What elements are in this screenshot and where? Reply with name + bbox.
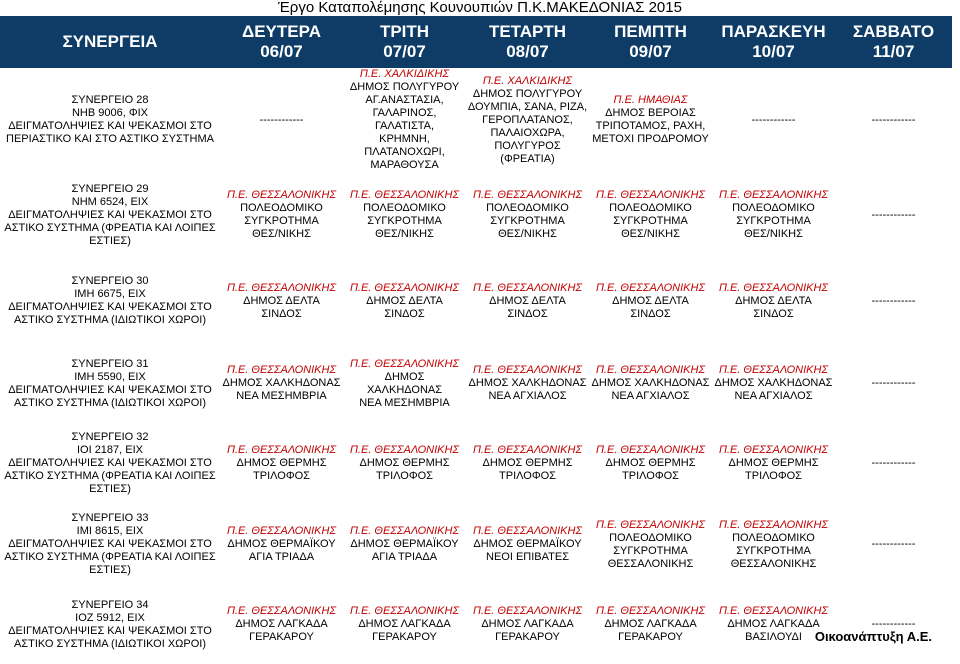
location-line: ΔΗΜΟΣ ΧΑΛΚΗΔΟΝΑΣ xyxy=(468,377,587,389)
crew-detail: ΔΕΙΓΜΑΤΟΛΗΨΙΕΣ ΚΑΙ ΨΕΚΑΣΜΟΙ ΣΤΟ xyxy=(8,624,212,637)
schedule-cell xyxy=(712,504,835,585)
regional-unit: Π.Ε. ΘΕΣΣΑΛΟΝΙΚΗΣ xyxy=(349,357,460,370)
regional-unit: Π.Ε. ΘΕΣΣΑΛΟΝΙΚΗΣ xyxy=(718,518,829,531)
location-line: ΠΟΛΥΓΥΡΟΣ (ΦΡΕΑΤΙΑ) xyxy=(494,139,561,165)
regional-unit: Π.Ε. ΘΕΣΣΑΛΟΝΙΚΗΣ xyxy=(718,364,829,376)
location-line: ΤΡΙΛΟΦΟΣ xyxy=(499,470,556,482)
schedule-cell xyxy=(343,344,466,423)
location-line: ΝΕΑ ΑΓΧΙΑΛΟΣ xyxy=(611,390,690,402)
schedule-cell xyxy=(835,344,952,423)
regional-unit: Π.Ε. ΘΕΣΣΑΛΟΝΙΚΗΣ xyxy=(595,189,706,201)
regional-unit: Π.Ε. ΘΕΣΣΑΛΟΝΙΚΗΣ xyxy=(718,444,829,456)
location-line: ΤΡΙΛΟΦΟΣ xyxy=(376,470,433,482)
crew-name: ΣΥΝΕΡΓΕΙΟ 34 xyxy=(71,598,149,611)
location-line: ΣΙΝΔΟΣ xyxy=(384,307,425,320)
regional-unit: Π.Ε. ΘΕΣΣΑΛΟΝΙΚΗΣ xyxy=(595,518,706,531)
location-line: ΔΗΜΟΣ ΛΑΓΚΑΔΑ xyxy=(358,618,451,630)
location-line: ΠΛΑΤΑΝΟΧΩΡΙ, xyxy=(364,146,445,158)
day-header xyxy=(466,16,589,68)
crew-name: ΣΥΝΕΡΓΕΙΟ 30 xyxy=(71,275,149,287)
regional-unit: Π.Ε. ΘΕΣΣΑΛΟΝΙΚΗΣ xyxy=(226,281,337,294)
location-line: ΣΥΓΚΡΟΤΗΜΑ xyxy=(613,215,688,227)
location-line: ΔΗΜΟΣ ΒΕΡΟΙΑΣ xyxy=(605,107,696,119)
location-line: ΔΗΜΟΣ ΧΑΛΚΗΔΟΝΑΣ xyxy=(714,377,833,389)
crew-detail: ΙΜΗ 6675, ΕΙΧ xyxy=(74,288,146,300)
crew-row xyxy=(0,504,952,585)
schedule-cell xyxy=(589,585,712,664)
regional-unit: Π.Ε. ΘΕΣΣΑΛΟΝΙΚΗΣ xyxy=(349,525,460,537)
crew-detail: ΙΟΙ 2187, ΕΙΧ xyxy=(76,444,144,456)
schedule-cell xyxy=(220,172,343,258)
regional-unit: Π.Ε. ΘΕΣΣΑΛΟΝΙΚΗΣ xyxy=(472,444,583,456)
day-name: ΤΕΤΑΡΤΗ xyxy=(488,22,567,41)
schedule-cell xyxy=(343,423,466,504)
crew-detail: ΑΣΤΙΚΟ ΣΥΣΤΗΜΑ (ΦΡΕΑΤΙΑ ΚΑΙ ΛΟΙΠΕΣ xyxy=(4,221,216,234)
crew-detail: ΠΕΡΙΑΣΤΙΚΟ ΚΑΙ ΣΤΟ ΑΣΤΙΚΟ ΣΥΣΤΗΜΑ xyxy=(6,133,214,145)
no-assignment: ------------ xyxy=(871,457,916,469)
day-name: ΤΡΙΤΗ xyxy=(379,22,430,41)
location-line: ΣΥΓΚΡΟΤΗΜΑ xyxy=(490,215,565,227)
crew-detail: ΑΣΤΙΚΟ ΣΥΣΤΗΜΑ (ΙΔΙΩΤΙΚΟΙ ΧΩΡΟΙ) xyxy=(13,637,207,650)
location-line: ΠΟΛΕΟΔΟΜΙΚΟ xyxy=(486,202,569,214)
day-name: ΠΑΡΑΣΚΕΥΗ xyxy=(721,22,826,41)
location-line: ΜΕΤΟΧΙ ΠΡΟΔΡΟΜΟΥ xyxy=(592,133,709,145)
crew-detail: ΙΟΖ 5912, ΕΙΧ xyxy=(75,611,145,624)
crew-name: ΣΥΝΕΡΓΕΙΟ 29 xyxy=(71,182,149,195)
location-line: ΣΥΓΚΡΟΤΗΜΑ xyxy=(736,215,811,227)
schedule-cell xyxy=(835,504,952,585)
location-line: ΘΕΣΣΑΛΟΝΙΚΗΣ xyxy=(607,557,694,570)
regional-unit: Π.Ε. ΘΕΣΣΑΛΟΝΙΚΗΣ xyxy=(718,281,829,294)
regional-unit: Π.Ε. ΘΕΣΣΑΛΟΝΙΚΗΣ xyxy=(226,364,337,376)
crew-row xyxy=(0,258,952,344)
crew-detail: ΔΕΙΓΜΑΤΟΛΗΨΙΕΣ ΚΑΙ ΨΕΚΑΣΜΟΙ ΣΤΟ xyxy=(8,538,212,550)
crew-detail: ΕΣΤΙΕΣ) xyxy=(89,564,131,576)
location-line: ΓΕΡΑΚΑΡΟΥ xyxy=(495,631,560,643)
location-line: ΘΕΣ/ΝΙΚΗΣ xyxy=(744,228,803,240)
location-line: ΔΗΜΟΣ ΘΕΡΜΑΪΚΟΥ xyxy=(473,538,582,550)
regional-unit: Π.Ε. ΘΕΣΣΑΛΟΝΙΚΗΣ xyxy=(595,605,706,617)
schedule-cell xyxy=(466,585,589,664)
schedule-cell xyxy=(835,172,952,258)
location-line: ΠΑΛΑΙΟΧΩΡΑ, xyxy=(490,126,565,139)
crew-detail: ΝΗΜ 6524, ΕΙΧ xyxy=(71,195,149,208)
schedule-cell xyxy=(589,423,712,504)
location-line: ΔΗΜΟΣ ΘΕΡΜΗΣ xyxy=(605,457,696,469)
schedule-cell xyxy=(712,172,835,258)
schedule-cell xyxy=(343,68,466,172)
no-assignment: ------------ xyxy=(871,294,916,307)
location-line: ΘΕΣ/ΝΙΚΗΣ xyxy=(498,228,557,240)
day-header xyxy=(835,16,952,68)
day-header xyxy=(220,16,343,68)
crew-detail: ΔΕΙΓΜΑΤΟΛΗΨΙΕΣ ΚΑΙ ΨΕΚΑΣΜΟΙ ΣΤΟ xyxy=(8,383,212,396)
no-assignment: ------------ xyxy=(871,113,916,126)
crew-row xyxy=(0,344,952,423)
crew-cell xyxy=(0,172,220,258)
location-line: ΜΑΡΑΘΟΥΣΑ xyxy=(370,159,439,171)
location-line: ΠΟΛΕΟΔΟΜΙΚΟ xyxy=(732,202,815,214)
crew-detail: ΑΣΤΙΚΟ ΣΥΣΤΗΜΑ (ΙΔΙΩΤΙΚΟΙ ΧΩΡΟΙ) xyxy=(13,314,207,326)
schedule-cell xyxy=(589,172,712,258)
crew-cell xyxy=(0,344,220,423)
location-line: ΝΕΟΙ ΕΠΙΒΑΤΕΣ xyxy=(486,551,569,563)
schedule-cell xyxy=(466,423,589,504)
crew-cell xyxy=(0,585,220,664)
crew-cell xyxy=(0,68,220,172)
location-line: ΠΟΛΕΟΔΟΜΙΚΟ xyxy=(732,531,815,544)
crew-detail: ΑΣΤΙΚΟ ΣΥΣΤΗΜΑ (ΙΔΙΩΤΙΚΟΙ ΧΩΡΟΙ) xyxy=(13,396,207,409)
schedule-cell xyxy=(835,585,952,664)
location-line: ΔΗΜΟΣ ΘΕΡΜΗΣ xyxy=(728,457,819,469)
regional-unit: Π.Ε. ΘΕΣΣΑΛΟΝΙΚΗΣ xyxy=(226,189,337,201)
location-line: ΔΗΜΟΣ xyxy=(384,370,425,383)
crews-header: ΣΥΝΕΡΓΕΙΑ xyxy=(62,32,158,51)
location-line: ΔΗΜΟΣ ΘΕΡΜΗΣ xyxy=(236,457,327,469)
crew-row xyxy=(0,68,952,172)
regional-unit: Π.Ε. ΘΕΣΣΑΛΟΝΙΚΗΣ xyxy=(226,444,337,456)
location-line: ΣΥΓΚΡΟΤΗΜΑ xyxy=(613,544,688,557)
schedule-cell xyxy=(835,68,952,172)
location-line: ΑΓ.ΑΝΑΣΤΑΣΙΑ, xyxy=(365,94,444,106)
location-line: ΤΡΙΛΟΦΟΣ xyxy=(745,470,802,482)
regional-unit: Π.Ε. ΘΕΣΣΑΛΟΝΙΚΗΣ xyxy=(349,281,460,294)
location-line: ΔΗΜΟΣ ΛΑΓΚΑΔΑ xyxy=(481,618,574,630)
day-name: ΠΕΜΠΤΗ xyxy=(614,22,687,41)
location-line: ΔΗΜΟΣ ΔΕΛΤΑ xyxy=(735,294,812,307)
no-assignment: ------------ xyxy=(871,208,916,221)
crew-detail: ΕΣΤΙΕΣ) xyxy=(89,234,131,247)
location-line: ΔΗΜΟΣ ΛΑΓΚΑΔΑ xyxy=(604,618,697,630)
regional-unit: Π.Ε. ΘΕΣΣΑΛΟΝΙΚΗΣ xyxy=(472,364,583,376)
regional-unit: Π.Ε. ΘΕΣΣΑΛΟΝΙΚΗΣ xyxy=(349,605,460,617)
crew-detail: ΑΣΤΙΚΟ ΣΥΣΤΗΜΑ (ΦΡΕΑΤΙΑ ΚΑΙ ΛΟΙΠΕΣ xyxy=(4,470,216,482)
crew-name: ΣΥΝΕΡΓΕΙΟ 32 xyxy=(71,431,149,443)
schedule-cell xyxy=(220,344,343,423)
schedule-cell xyxy=(712,68,835,172)
day-name: ΔΕΥΤΕΡΑ xyxy=(242,22,321,41)
schedule-cell xyxy=(835,258,952,344)
no-assignment: ------------ xyxy=(871,377,916,389)
location-line: ΔΗΜΟΣ ΧΑΛΚΗΔΟΝΑΣ xyxy=(591,377,710,389)
location-line: ΣΙΝΔΟΣ xyxy=(753,307,794,320)
location-line: ΓΕΡΟΠΛΑΤΑΝΟΣ, xyxy=(482,113,573,126)
location-line: ΘΕΣΣΑΛΟΝΙΚΗΣ xyxy=(730,557,817,570)
location-line: ΘΕΣ/ΝΙΚΗΣ xyxy=(621,228,680,240)
regional-unit: Π.Ε. ΘΕΣΣΑΛΟΝΙΚΗΣ xyxy=(718,605,829,617)
schedule-cell xyxy=(589,344,712,423)
day-date: 09/07 xyxy=(629,42,672,61)
day-header xyxy=(712,16,835,68)
location-line: ΣΥΓΚΡΟΤΗΜΑ xyxy=(736,544,811,557)
regional-unit: Π.Ε. ΗΜΑΘΙΑΣ xyxy=(613,94,688,106)
location-line: ΔΗΜΟΣ ΔΕΛΤΑ xyxy=(489,294,566,307)
schedule-body xyxy=(0,68,952,664)
day-header xyxy=(589,16,712,68)
schedule-cell xyxy=(589,68,712,172)
location-line: ΣΙΝΔΟΣ xyxy=(507,307,548,320)
location-line: ΘΕΣ/ΝΙΚΗΣ xyxy=(252,228,311,240)
crew-detail: ΕΣΤΙΕΣ) xyxy=(89,483,131,495)
schedule-cell xyxy=(712,344,835,423)
regional-unit: Π.Ε. ΘΕΣΣΑΛΟΝΙΚΗΣ xyxy=(349,444,460,456)
day-date: 07/07 xyxy=(383,42,426,61)
crew-detail: ΙΜΗ 5590, ΕΙΧ xyxy=(74,370,146,383)
regional-unit: Π.Ε. ΘΕΣΣΑΛΟΝΙΚΗΣ xyxy=(472,605,583,617)
location-line: ΒΑΣΙΛΟΥΔΙ xyxy=(745,631,802,643)
location-line: ΔΗΜΟΣ ΘΕΡΜΑΪΚΟΥ xyxy=(227,538,336,550)
location-line: ΝΕΑ ΜΕΣΗΜΒΡΙΑ xyxy=(359,396,450,409)
location-line: ΣΙΝΔΟΣ xyxy=(261,307,302,320)
crew-name: ΣΥΝΕΡΓΕΙΟ 31 xyxy=(71,357,149,370)
location-line: ΚΡΗΜΝΗ, xyxy=(379,133,430,145)
schedule-cell xyxy=(343,172,466,258)
header-row xyxy=(0,16,952,68)
location-line: ΔΗΜΟΣ ΔΕΛΤΑ xyxy=(366,294,443,307)
location-line: ΠΟΛΕΟΔΟΜΙΚΟ xyxy=(609,531,692,544)
schedule-cell xyxy=(466,68,589,172)
location-line: ΘΕΣ/ΝΙΚΗΣ xyxy=(375,228,434,240)
location-line: ΠΟΛΕΟΔΟΜΙΚΟ xyxy=(609,202,692,214)
company-footer: Οικοανάπτυξη Α.Ε. xyxy=(814,629,932,644)
location-line: ΔΗΜΟΣ ΔΕΛΤΑ xyxy=(612,294,689,307)
location-line: ΑΓΙΑ ΤΡΙΑΔΑ xyxy=(371,551,438,563)
location-line: ΤΡΙΠΟΤΑΜΟΣ, ΡΑΧΗ, xyxy=(595,120,706,132)
location-line: ΔΗΜΟΣ ΛΑΓΚΑΔΑ xyxy=(235,618,328,630)
location-line: ΔΗΜΟΣ ΔΕΛΤΑ xyxy=(243,294,320,307)
crew-cell xyxy=(0,258,220,344)
location-line: ΝΕΑ ΑΓΧΙΑΛΟΣ xyxy=(734,390,813,402)
schedule-cell xyxy=(220,423,343,504)
no-assignment: ------------ xyxy=(871,538,916,550)
crew-name: ΣΥΝΕΡΓΕΙΟ 28 xyxy=(71,94,149,106)
no-assignment: ------------ xyxy=(259,113,304,126)
schedule-cell xyxy=(343,504,466,585)
document-title: Έργο Καταπολέμησης Κουνουπιών Π.Κ.ΜΑΚΕΔΟΝΙΑΣ 2015 xyxy=(278,0,682,16)
day-name: ΣΑΒΒΑΤΟ xyxy=(852,22,935,41)
crew-detail: ΔΕΙΓΜΑΤΟΛΗΨΙΕΣ ΚΑΙ ΨΕΚΑΣΜΟΙ ΣΤΟ xyxy=(8,120,212,132)
location-line: ΔΗΜΟΣ ΧΑΛΚΗΔΟΝΑΣ xyxy=(222,377,341,389)
day-header xyxy=(343,16,466,68)
crew-detail: ΔΕΙΓΜΑΤΟΛΗΨΙΕΣ ΚΑΙ ΨΕΚΑΣΜΟΙ ΣΤΟ xyxy=(8,457,212,469)
location-line: ΓΑΛΑΤΙΣΤΑ, xyxy=(374,120,435,132)
regional-unit: Π.Ε. ΘΕΣΣΑΛΟΝΙΚΗΣ xyxy=(472,525,583,537)
schedule-cell xyxy=(343,258,466,344)
schedule-cell xyxy=(466,504,589,585)
schedule-cell xyxy=(835,423,952,504)
location-line: ΓΕΡΑΚΑΡΟΥ xyxy=(618,631,683,643)
location-line: ΤΡΙΛΟΦΟΣ xyxy=(253,470,310,482)
location-line: ΔΗΜΟΣ ΠΟΛΥΓΥΡΟΥ xyxy=(472,87,583,100)
crew-cell xyxy=(0,504,220,585)
location-line: ΣΙΝΔΟΣ xyxy=(630,307,671,320)
location-line: ΠΟΛΕΟΔΟΜΙΚΟ xyxy=(240,202,323,214)
location-line: ΠΟΛΕΟΔΟΜΙΚΟ xyxy=(363,202,446,214)
location-line: ΣΥΓΚΡΟΤΗΜΑ xyxy=(244,215,319,227)
crew-detail: ΙΜΙ 8615, ΕΙΧ xyxy=(76,525,144,537)
no-assignment: ------------ xyxy=(751,113,796,126)
regional-unit: Π.Ε. ΘΕΣΣΑΛΟΝΙΚΗΣ xyxy=(718,189,829,201)
regional-unit: Π.Ε. ΘΕΣΣΑΛΟΝΙΚΗΣ xyxy=(595,281,706,294)
schedule-cell xyxy=(466,258,589,344)
schedule-cell xyxy=(466,172,589,258)
schedule-cell xyxy=(466,344,589,423)
regional-unit: Π.Ε. ΘΕΣΣΑΛΟΝΙΚΗΣ xyxy=(226,525,337,537)
regional-unit: Π.Ε. ΘΕΣΣΑΛΟΝΙΚΗΣ xyxy=(226,605,337,617)
location-line: ΑΓΙΑ ΤΡΙΑΔΑ xyxy=(248,551,315,563)
location-line: ΣΥΓΚΡΟΤΗΜΑ xyxy=(367,215,442,227)
regional-unit: Π.Ε. ΘΕΣΣΑΛΟΝΙΚΗΣ xyxy=(472,189,583,201)
location-line: ΔΗΜΟΣ ΘΕΡΜΑΪΚΟΥ xyxy=(350,538,459,550)
location-line: ΔΗΜΟΣ ΘΕΡΜΗΣ xyxy=(359,457,450,469)
crew-cell xyxy=(0,423,220,504)
schedule-cell xyxy=(712,258,835,344)
crew-detail: ΝΗΒ 9006, ΦΙΧ xyxy=(71,107,149,119)
schedule-table xyxy=(0,16,952,664)
schedule-cell xyxy=(589,504,712,585)
crew-detail: ΑΣΤΙΚΟ ΣΥΣΤΗΜΑ (ΦΡΕΑΤΙΑ ΚΑΙ ΛΟΙΠΕΣ xyxy=(4,551,216,563)
location-line: ΔΗΜΟΣ ΠΟΛΥΓΥΡΟΥ xyxy=(349,81,460,93)
schedule-cell xyxy=(343,585,466,664)
crew-detail: ΔΕΙΓΜΑΤΟΛΗΨΙΕΣ ΚΑΙ ΨΕΚΑΣΜΟΙ ΣΤΟ xyxy=(8,301,212,313)
location-line: ΓΑΛΑΡΙΝΟΣ, xyxy=(372,107,437,119)
schedule-cell xyxy=(712,585,835,664)
location-line: ΔΗΜΟΣ ΘΕΡΜΗΣ xyxy=(482,457,573,469)
crew-name: ΣΥΝΕΡΓΕΙΟ 33 xyxy=(71,512,149,524)
regional-unit: Π.Ε. ΘΕΣΣΑΛΟΝΙΚΗΣ xyxy=(595,364,706,376)
regional-unit: Π.Ε. ΘΕΣΣΑΛΟΝΙΚΗΣ xyxy=(595,444,706,456)
location-line: ΧΑΛΚΗΔΟΝΑΣ xyxy=(366,383,443,396)
schedule-cell xyxy=(712,423,835,504)
location-line: ΝΕΑ ΜΕΣΗΜΒΡΙΑ xyxy=(236,390,327,402)
day-date: 06/07 xyxy=(260,42,303,61)
crew-row xyxy=(0,423,952,504)
location-line: ΓΕΡΑΚΑΡΟΥ xyxy=(249,631,314,643)
schedule-cell xyxy=(589,258,712,344)
day-date: 10/07 xyxy=(752,42,795,61)
schedule-cell xyxy=(220,504,343,585)
schedule-cell xyxy=(220,258,343,344)
day-date: 08/07 xyxy=(506,42,549,61)
schedule-cell xyxy=(220,68,343,172)
location-line: ΔΟΥΜΠΙΑ, ΣΑΝΑ, ΡΙΖΑ, xyxy=(467,100,588,113)
location-line: ΔΗΜΟΣ ΛΑΓΚΑΔΑ xyxy=(727,618,820,630)
no-assignment: ------------ xyxy=(871,618,916,630)
regional-unit: Π.Ε. ΧΑΛΚΙΔΙΚΗΣ xyxy=(359,68,450,80)
location-line: ΤΡΙΛΟΦΟΣ xyxy=(622,470,679,482)
day-date: 11/07 xyxy=(872,42,915,61)
location-line: ΝΕΑ ΑΓΧΙΑΛΟΣ xyxy=(488,390,567,402)
crew-detail: ΔΕΙΓΜΑΤΟΛΗΨΙΕΣ ΚΑΙ ΨΕΚΑΣΜΟΙ ΣΤΟ xyxy=(8,208,212,221)
crew-row xyxy=(0,585,952,664)
schedule-cell xyxy=(220,585,343,664)
location-line: ΓΕΡΑΚΑΡΟΥ xyxy=(372,631,437,643)
regional-unit: Π.Ε. ΧΑΛΚΙΔΙΚΗΣ xyxy=(482,74,573,87)
crew-row xyxy=(0,172,952,258)
regional-unit: Π.Ε. ΘΕΣΣΑΛΟΝΙΚΗΣ xyxy=(349,189,460,201)
regional-unit: Π.Ε. ΘΕΣΣΑΛΟΝΙΚΗΣ xyxy=(472,281,583,294)
